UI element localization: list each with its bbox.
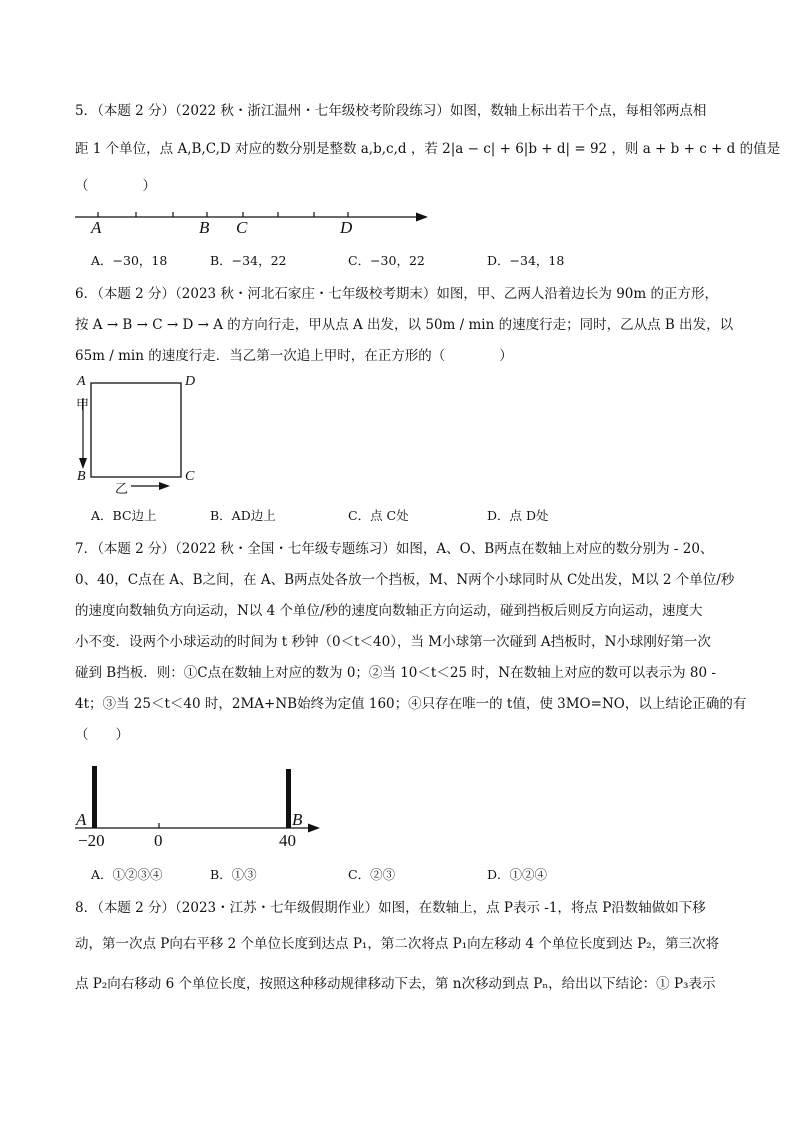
q7-text-line-7: （ ） xyxy=(75,727,129,743)
q5-label-b: B xyxy=(199,218,210,237)
q7-axis-arrow xyxy=(308,824,320,833)
q7-option-b: B．①③ xyxy=(210,867,257,882)
q5-label-a: A xyxy=(91,218,102,237)
q7-text-line-2: 0、40，C点在 A、B之间，在 A、B两点处各放一个挡板，M、N两个小球同时从 C处出发，M以 2 个单位/秒 xyxy=(75,572,735,588)
q6-label-a: A xyxy=(77,374,86,389)
q6-label-jia: 甲 xyxy=(76,398,90,413)
q5-option-c: C．−30，22 xyxy=(348,253,425,268)
q5-label-c: C xyxy=(236,218,248,237)
q6-label-yi: 乙 xyxy=(115,482,129,497)
q7-tick-label-40: 40 xyxy=(279,831,296,850)
q7-tick-label-0: 0 xyxy=(154,831,163,850)
q5-text-line-3: （ ） xyxy=(75,178,156,194)
q7-tick-label-neg20: −20 xyxy=(78,831,105,850)
q7-text-line-1: 7．（本题 2 分）（2022 秋・全国・七年级专题练习）如图，A、O、B两点在数轴上对应的数分别为 - 20、 xyxy=(75,541,714,557)
q6-label-b: B xyxy=(77,469,86,484)
q6-option-c: C．点 C处 xyxy=(348,508,409,523)
q6-text-line-2: 按 A → B → C → D → A 的方向行走，甲从点 A 出发，以 50m / min 的速度行走；同时，乙从点 B 出发，以 xyxy=(75,317,734,333)
q5-option-a: A．−30，18 xyxy=(91,253,168,268)
q5-label-d: D xyxy=(340,218,353,237)
q7-label-b: B xyxy=(292,810,303,829)
q8-text-line-1: 8．（本题 2 分）（2023・江苏・七年级假期作业）如图，在数轴上，点 P表示 -1，将点 P沿数轴做如下移 xyxy=(75,900,706,916)
q7-option-c: C．②③ xyxy=(348,867,396,882)
q5-option-b: B．−34，22 xyxy=(210,253,287,268)
q7-text-line-4: 小不变．设两个小球运动的时间为 t 秒钟（0＜t＜40），当 M小球第一次碰到 A挡板时，N小球刚好第一次 xyxy=(75,634,711,650)
q7-barrier-a xyxy=(92,766,97,828)
q7-option-d: D．①②④ xyxy=(487,867,548,882)
q6-option-b: B．AD边上 xyxy=(210,508,276,523)
q7-text-line-3: 的速度向数轴负方向运动，N以 4 个单位/秒的速度向数轴正方向运动，碰到挡板后则反方向运动，速度大 xyxy=(75,603,703,619)
q6-text-line-3: 65m / min 的速度行走．当乙第一次追上甲时，在正方形的（ ） xyxy=(75,348,513,364)
q7-text-line-5: 碰到 B挡板．则：①C点在数轴上对应的数为 0；②当 10＜t＜25 时，N在数轴上对应的数可以表示为 80 - xyxy=(75,665,716,681)
q5-text-line-1: 5．（本题 2 分）（2022 秋・浙江温州・七年级校考阶段练习）如图，数轴上标出若干个点，每相邻两点相 xyxy=(75,103,707,119)
q7-barrier-b xyxy=(286,769,291,828)
q6-text-line-1: 6．（本题 2 分）（2023 秋・河北石家庄・七年级校考期末）如图，甲、乙两人沿着边长为 90m 的正方形， xyxy=(75,286,718,302)
q6-label-d: D xyxy=(185,374,196,389)
q6-label-c: C xyxy=(185,469,195,484)
q5-option-d: D．−34，18 xyxy=(487,253,565,268)
q6-option-a: A．BC边上 xyxy=(91,508,157,523)
q7-label-a: A xyxy=(76,810,87,829)
q7-text-line-6: 4t；③当 25＜t＜40 时，2MA+NB始终为定值 160；④只存在唯一的 t值，使 3MO=NO，以上结论正确的有 xyxy=(75,696,747,712)
q8-text-line-2: 动，第一次点 P向右平移 2 个单位长度到达点 P₁，第二次将点 P₁向左移动 4 个单位长度到达 P₂，第三次将 xyxy=(75,936,720,952)
q8-text-line-3: 点 P₂向右移动 6 个单位长度，按照这种移动规律移动下去，第 n次移动到点 Pₙ，给出以下结论：① P₃表示 xyxy=(75,976,716,992)
q5-text-line-2: 距 1 个单位，点 A,B,C,D 对应的数分别是整数 a,b,c,d ，若 2|a − c| + 6|b + d| = 92 ，则 a + b + c + d 的值是 xyxy=(75,141,781,157)
q6-option-d: D．点 D处 xyxy=(487,508,549,523)
q7-option-a: A．①②③④ xyxy=(91,867,163,882)
